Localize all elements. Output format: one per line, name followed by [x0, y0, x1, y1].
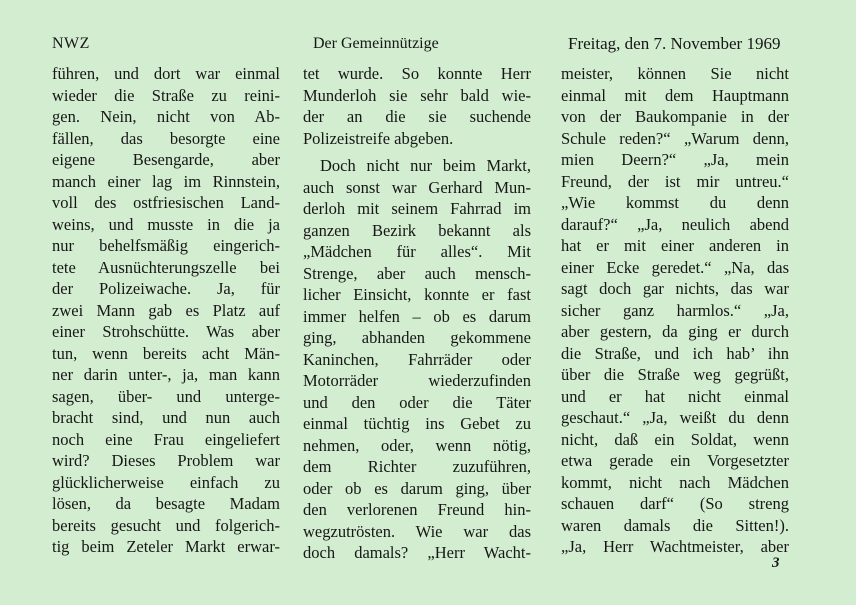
text-line: einmal tüchtig ins Gebet zu [303, 414, 531, 433]
text-line: nicht, daß ein Soldat, wenn [561, 429, 789, 449]
text-line: der Polizeiwache. Ja, für [52, 279, 280, 298]
masthead-section-title: Der Gemeinnützige [313, 35, 439, 52]
text-line: meister, können Sie nicht [561, 64, 789, 83]
masthead-paper-abbreviation: NWZ [52, 35, 90, 52]
text-column-2 [303, 63, 531, 564]
text-line: nehmen, oder, wenn nötig, [303, 435, 531, 455]
text-line: auch sonst war Gerhard Mun- [303, 177, 531, 197]
text-line: den verlorenen Freund hin- [303, 500, 531, 519]
text-line: tet wurde. So konnte Herr [303, 64, 531, 83]
text-line: „Mädchen für alles“. Mit [303, 242, 531, 261]
text-line: schauen darf“ (So streng [561, 494, 789, 513]
text-line: waren damals die Sitten!). [561, 515, 789, 535]
text-line: wieder die Straße zu reini- [52, 85, 280, 105]
text-line: der an die sie suchende [303, 107, 531, 126]
text-line: wegzutrösten. Wie war das [303, 521, 531, 541]
text-line: bracht sind, und nun auch [52, 408, 280, 427]
text-line: kommt, nicht nach Mädchen [561, 472, 789, 492]
text-line: einer Ecke geredet.“ „Na, das [561, 257, 789, 277]
text-line: wird? Dieses Problem war [52, 451, 280, 470]
text-line: Doch nicht nur beim Markt, [320, 156, 531, 175]
text-line: Motorräder wiederzufinden [303, 371, 531, 390]
text-line: ner darin unter-, ja, man kann [52, 365, 280, 384]
text-line: Polizeistreife abgeben. [303, 128, 454, 148]
text-line: dem Richter zuzuführen, [303, 457, 531, 476]
text-line: tun, wenn bereits acht Män- [52, 343, 280, 363]
text-line: tig beim Zeteler Markt erwar- [52, 537, 280, 556]
text-line: lösen, da besagte Madam [52, 494, 280, 513]
text-line: darauf?“ „Ja, neulich abend [561, 214, 789, 234]
text-line: die Straße, und ich hab’ ihn [561, 343, 789, 363]
text-line: Schule reden?“ „Warum denn, [561, 128, 789, 148]
text-line: einmal mit dem Hauptmann [561, 85, 789, 105]
text-line: „Wie kommst du denn [561, 193, 789, 212]
text-line: noch eine Frau eingeliefert [52, 429, 280, 449]
text-column-3 [561, 63, 789, 558]
text-line: aber gestern, da ging er durch [561, 322, 789, 341]
text-line: gen. Nein, nicht von Ab- [52, 107, 280, 126]
text-line: bereits gesucht und folgerich- [52, 515, 280, 535]
text-line: glücklicherweise einfach zu [52, 472, 280, 492]
text-line: sicher ganz harmlos.“ „Ja, [561, 300, 789, 320]
text-line: führen, und dort war einmal [52, 64, 280, 83]
text-line: Strenge, aber auch mensch- [303, 263, 531, 283]
text-line: Munderloh sie sehr bald wie- [303, 85, 531, 105]
text-line: licher Einsicht, konnte er fast [303, 285, 531, 304]
text-line: sagen, über- und unterge- [52, 386, 280, 406]
text-line: weins, und musste in die ja [52, 214, 280, 234]
text-line: geschaut.“ „Ja, weißt du denn [561, 408, 789, 427]
text-line: über die Straße weg gegrüßt, [561, 365, 789, 384]
text-line: voll des ostfriesischen Land- [52, 193, 280, 212]
page-number: 3 [772, 555, 780, 571]
text-line: Freund, der ist mir untreu.“ [561, 171, 789, 191]
text-column-1 [52, 63, 280, 558]
text-line: eigene Besengarde, aber [52, 150, 280, 169]
text-line: sagt doch gar nichts, das war [561, 279, 789, 298]
text-line: hat er mit einer anderen in [561, 236, 789, 255]
text-line: fällen, das besorgte eine [52, 128, 280, 148]
text-line: etwa gerade ein Vorgesetzter [561, 451, 789, 470]
text-line: oder ob es darum ging, über [303, 478, 531, 498]
text-line: tete Ausnüchterungszelle bei [52, 257, 280, 277]
text-line: einer Strohschütte. Was aber [52, 322, 280, 341]
text-line: mien Deern?“ „Ja, mein [561, 150, 789, 169]
text-line: Kaninchen, Fahrräder oder [303, 349, 531, 369]
text-line: nur behelfsmäßig eingerich- [52, 236, 280, 255]
text-line: doch damals? „Herr Wacht- [303, 543, 531, 562]
masthead-date: Freitag, den 7. November 1969 [568, 34, 781, 53]
text-line: derloh mit seinem Fahrrad im [303, 199, 531, 218]
text-line: immer helfen – ob es darum [303, 306, 531, 326]
text-line: „Ja, Herr Wachtmeister, aber [561, 537, 789, 556]
text-line: ging, abhanden gekommene [303, 328, 531, 347]
text-line: von der Baukompanie in der [561, 107, 789, 126]
text-line: zwei Mann gab es Platz auf [52, 300, 280, 320]
text-line: und den oder die Täter [303, 392, 531, 412]
text-line: und er hat nicht einmal [561, 386, 789, 406]
text-line: ganzen Bezirk bekannt als [303, 220, 531, 240]
text-line: manch einer lag im Rinnstein, [52, 171, 280, 191]
